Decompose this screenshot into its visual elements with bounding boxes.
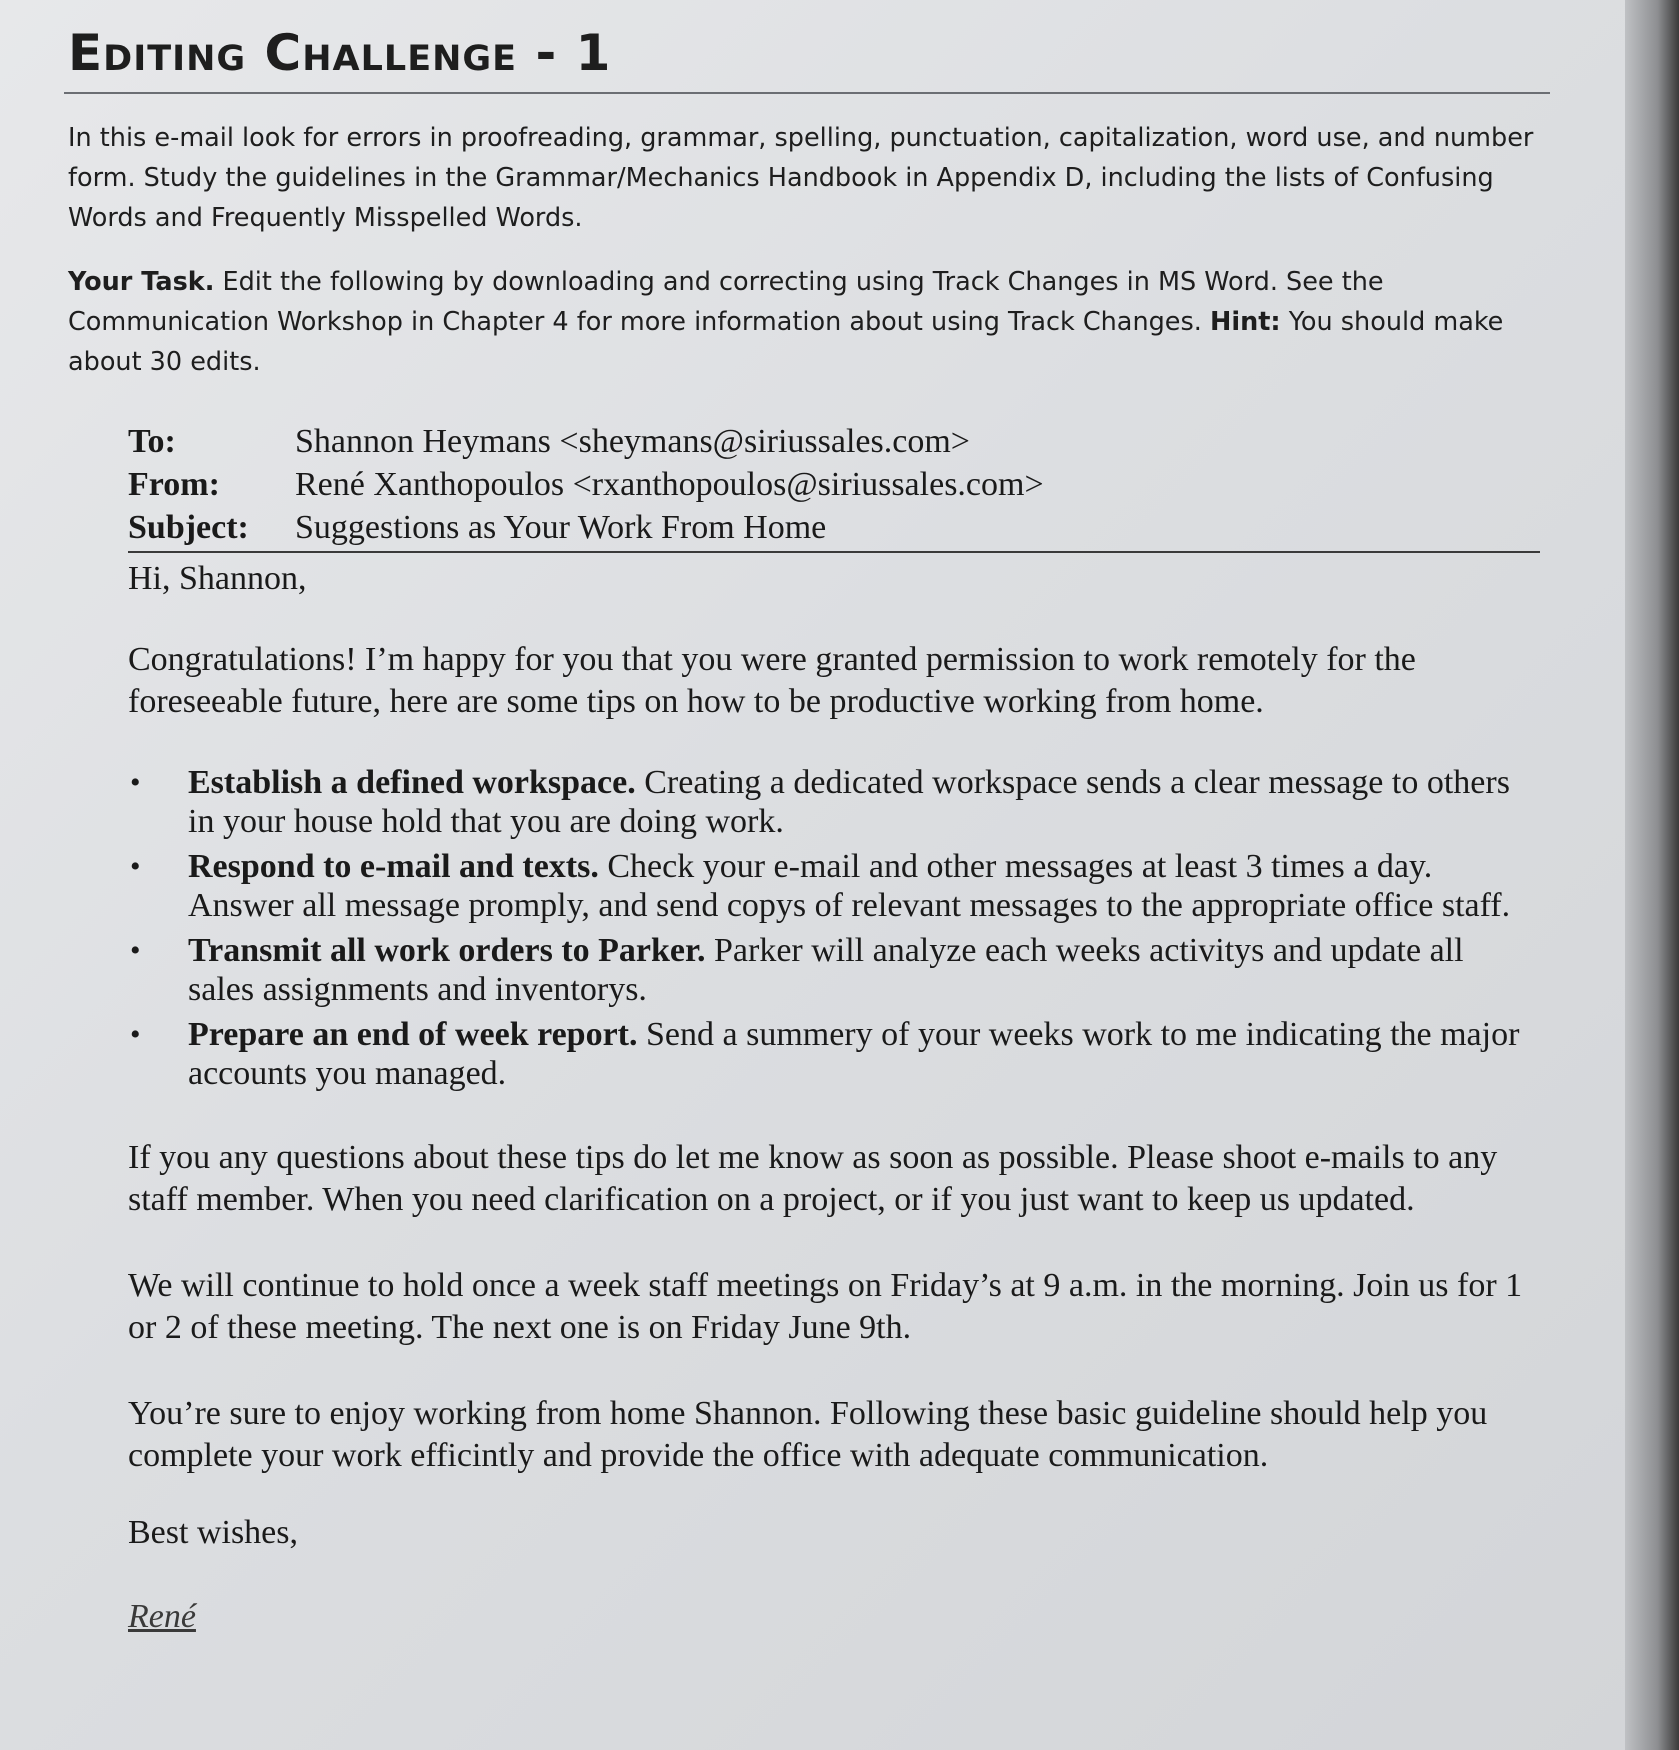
tip-body: Creating a dedicated workspace sends a clear message to others in your house hold that you are doing work. xyxy=(188,764,1510,840)
page-title: Editing Challenge - 1 xyxy=(68,24,612,82)
email-questions-paragraph: If you any questions about these tips do let me know as soon as possible. Please shoot e-mails to any staff member. When you need clarification on a project, or if you just want to keep us updated. xyxy=(128,1139,1498,1218)
from-label: From: xyxy=(128,466,220,503)
bullet-icon: • xyxy=(130,934,141,967)
bullet-icon: • xyxy=(130,766,141,799)
email-from-row xyxy=(128,463,1538,506)
tip-text xyxy=(188,1015,1538,1093)
from-value: René Xanthopoulos <rxanthopoulos@siriussales.com> xyxy=(295,466,1044,503)
list-item xyxy=(128,847,1538,925)
tip-heading: Respond to e-mail and texts. xyxy=(188,848,599,885)
tip-text xyxy=(188,847,1538,925)
to-value: Shannon Heymans <sheymans@siriussales.com> xyxy=(295,423,970,460)
email-signature: René xyxy=(128,1598,196,1635)
subject-label: Subject: xyxy=(128,509,249,546)
hint-label: Hint: xyxy=(1209,307,1281,337)
email-greeting: Hi, Shannon, xyxy=(128,560,307,597)
instructions-block xyxy=(68,22,1548,382)
tip-body: Send a summery of your weeks work to me indicating the major accounts you managed. xyxy=(188,1016,1520,1092)
email-intro: Congratulations! I’m happy for you that you were granted permission to work remotely for the foreseeable future, here are some tips on how to be productive working from home. xyxy=(128,641,1416,720)
email-to-row xyxy=(128,420,1538,463)
to-label: To: xyxy=(128,423,176,460)
email-header-divider xyxy=(128,551,1540,553)
tip-heading: Prepare an end of week report. xyxy=(188,1016,638,1053)
task-label: Your Task. xyxy=(68,267,215,297)
email-enjoy-paragraph: You’re sure to enjoy working from home Shannon. Following these basic guideline should help you complete your work efficintly and provide the office with adequate communication. xyxy=(128,1395,1488,1474)
tip-body: Parker will analyze each weeks activitys and update all sales assignments and inventorys. xyxy=(188,932,1464,1008)
list-item xyxy=(128,1015,1538,1093)
task-body: Edit the following by downloading and correcting using Track Changes in MS Word. See the Communication Workshop in Chapter 4 for more information about using Track Changes. xyxy=(68,267,1384,337)
tip-heading: Transmit all work orders to Parker. xyxy=(188,932,706,969)
list-item xyxy=(128,763,1538,841)
title-divider xyxy=(64,92,1550,94)
email-meetings-paragraph: We will continue to hold once a week staff meetings on Friday’s at 9 a.m. in the morning. Join us for 1 or 2 of these meeting. The next one is on Friday June 9th. xyxy=(128,1267,1523,1346)
email-message xyxy=(128,420,1538,1639)
tip-body: Check your e-mail and other messages at least 3 times a day. Answer all message promply, and send copys of relevant messages to the appropriate office staff. xyxy=(188,848,1511,924)
email-subject-row xyxy=(128,506,1538,549)
email-closing: Best wishes, xyxy=(128,1514,298,1551)
bullet-icon: • xyxy=(130,1018,141,1051)
tip-text xyxy=(188,763,1538,841)
photo-edge-shadow xyxy=(1625,0,1679,1750)
tip-text xyxy=(188,931,1538,1009)
instructions-text: In this e-mail look for errors in proofreading, grammar, spelling, punctuation, capitalization, word use, and number form. Study the guidelines in the Grammar/Mechanics Handbook in Appendix D, including the lists of Confusing Words and Frequently Misspelled Words. xyxy=(68,123,1534,233)
bullet-icon: • xyxy=(130,850,141,883)
list-item xyxy=(128,931,1538,1009)
subject-value: Suggestions as Your Work From Home xyxy=(295,509,827,546)
hint-body: You should make about 30 edits. xyxy=(68,307,1504,377)
task-text xyxy=(68,262,1548,382)
tip-heading: Establish a defined workspace. xyxy=(188,764,636,801)
tips-list xyxy=(128,763,1538,1093)
